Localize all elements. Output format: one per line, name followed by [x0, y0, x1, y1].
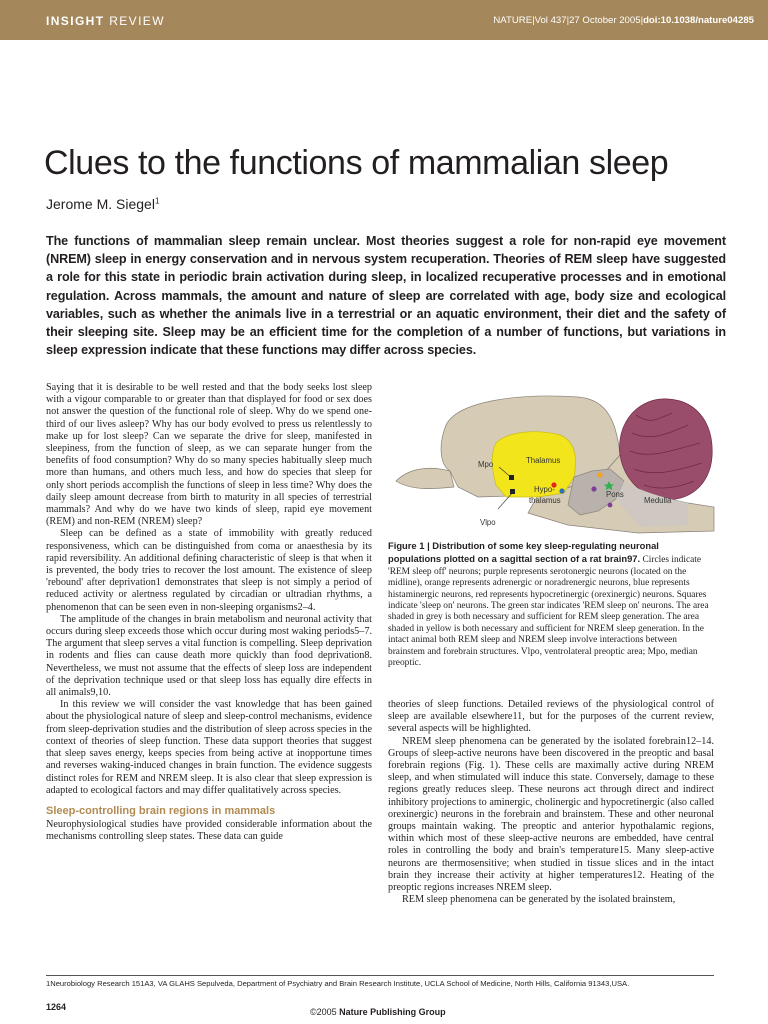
label-hypothalamus-2: thalamus — [529, 496, 561, 505]
histamine-neuron-circle — [559, 488, 564, 493]
label-medulla: Medulla — [644, 496, 672, 505]
serotonin-neuron-circle — [608, 503, 613, 508]
journal-header-bar — [0, 0, 768, 40]
body-paragraph: theories of sleep functions. Detailed reviews of the physiological control of sleep are available elsewhere11, but for the purposes of the current review, several aspects will be highlighted. — [388, 699, 714, 735]
label-hypothalamus-1: Hypo- — [534, 485, 555, 494]
olfactory-bulb — [396, 468, 454, 488]
body-paragraph: NREM sleep phenomena can be generated by the isolated forebrain12–14. Groups of sleep-active neurons have been discovered in the preoptic and basal forebrain regions (Fig. 1). These cells are maximally active during NREM sleep, and when stimulated will induce this state. Conversely, damage to these regions greatly reduces sleep. These neurons act through direct and indirect inhibitory projections to aminergic, cholinergic and hypocretinergic (also called orexinergic) neurons in the forebrain and brainstem. These and other neuronal groups maintain waking. The preoptic and anterior hypothalamic regions, within which most of these sleep-active neurons are embedded, have central roles in controlling the body and brain's temperature15. Many sleep-active neurons are thermosensitive; when studied in tissue slices and in the intact brain they increase their activity at higher temperatures12. Heating of the preoptic regions increases NREM sleep. — [388, 735, 714, 894]
affiliation-footnote: 1Neurobiology Research 151A3, VA GLAHS Sepulveda, Department of Psychiatry and Brain Research Institute, UCLA School of Medicine, North Hills, California 91343,USA. — [46, 979, 630, 988]
citation-text: NATURE|Vol 437|27 October 2005| — [493, 15, 644, 26]
publisher-name: Nature Publishing Group — [339, 1007, 446, 1017]
caption-body: Circles indicate 'REM sleep off' neurons; purple represents serotonergic neurons (located on the midline), orange represents adrenergic or noradrenergic neurons, blue represents histaminergic neurons, red represents hypocretinergic (orexinergic) neurons. Squares indicate 'sleep on' neurons. The green star indicates 'REM sleep on' neurons. The area shaded in grey is both necessary and sufficient for REM sleep generation. The area shaded in yellow is both necessary and sufficient for NREM sleep generation. In the intact animal both REM sleep and NREM sleep involve interactions between brainstem and forebrain structures. Vlpo, ventrolateral preoptic area; Mpo, median preoptic. — [388, 555, 709, 669]
kicker-bold: INSIGHT — [46, 14, 105, 28]
footnote-divider — [46, 975, 714, 976]
body-column-left — [46, 382, 372, 844]
body-paragraph: Saying that it is desirable to be well rested and that the body seeks lost sleep with a vigour comparable to or greater than that displayed for food or sex does not answer the question of the functional role of sleep. Why do we spend one-third of our lives asleep? Why has our body evolved to press us relentlessly to make up for lost sleep? Can we separate the drive for sleep, manifested in sleepiness, from the function of sleep, as we can separate hunger from the benefits of food consumption? Why do so many species habitually sleep much more than humans, and others much less, and how do species that sleep for only short periods accomplish the functions of sleep in less time? Why does the daily sleep amount decrease from birth to maturity in all species of terrestrial mammals? And why do we have two kinds of sleep, rapid eye movement (REM) and non-REM (NREM) sleep? — [46, 382, 372, 528]
section-heading: Sleep-controlling brain regions in mammals — [46, 804, 276, 817]
kicker-rest: REVIEW — [109, 14, 165, 28]
sleep-on-neuron-square — [509, 475, 514, 480]
article-title: Clues to the functions of mammalian sleep — [44, 144, 669, 182]
label-vlpo: Vlpo — [480, 518, 496, 527]
copyright-year: ©2005 — [310, 1007, 337, 1017]
body-column-right — [388, 699, 714, 906]
noradrenaline-neuron-circle — [597, 472, 602, 477]
serotonin-neuron-circle — [591, 486, 596, 491]
author-line — [46, 196, 159, 212]
body-paragraph: In this review we will consider the vast knowledge that has been gained about the physiological nature of sleep and sleep-control mechanisms, evidence from sleep-deprivation studies and the distribution of sleep across species in the context of theories of sleep function. These data support theories that suggest that sleep saves energy, keeps species from being active at inopportune times and reverses waking-induced changes in brain function. The evidence suggests distinct roles for REM and NREM sleep. It is also clear that sleep expression is adapted to ecological factors and may differ qualitatively across species. — [46, 699, 372, 796]
rat-brain-diagram — [388, 385, 718, 535]
body-paragraph: REM sleep phenomena can be generated by the isolated brainstem, — [402, 894, 676, 906]
author-name: Jerome M. Siegel — [46, 196, 155, 212]
publisher-line — [310, 1007, 446, 1017]
label-pons: Pons — [606, 490, 624, 499]
figure-caption — [388, 540, 714, 669]
body-paragraph: Neurophysiological studies have provided considerable information about the mechanisms controlling sleep states. These data can guide — [46, 819, 372, 843]
label-mpo: Mpo — [478, 460, 494, 469]
sleep-on-neuron-square — [510, 489, 515, 494]
journal-citation — [493, 15, 754, 26]
author-affiliation-mark: 1 — [154, 196, 160, 206]
abstract: The functions of mammalian sleep remain unclear. Most theories suggest a role for non-rapid eye movement (NREM) sleep in energy conservation and in nervous system recuperation. Theories of REM sleep have suggested a role for this state in periodic brain activation during sleep, in localized recuperative processes and in emotional regulation. Across mammals, the amount and nature of sleep are correlated with age, body size and ecological variables, such as whether the animals live in a terrestrial or an aquatic environment, their diet and the safety of their sleeping site. Sleep may be an efficient time for the completion of a number of functions, but variations in sleep expression indicate that these functions may differ across species. — [46, 234, 726, 358]
page-number: 1264 — [46, 1002, 67, 1012]
body-paragraph: Sleep can be defined as a state of immobility with greatly reduced responsiveness, which can be distinguished from coma or anaesthesia by its rapid reversibility. An additional defining characteristic of sleep is that when it is prevented, the body tries to recover the lost amount. The existence of sleep 'rebound' after deprivation1 demonstrates that sleep is not simply a period of reduced activity or alertness regulated by circadian or ultradian rhythms, a phenomenon that can be seen even in non-sleeping organisms2–4. — [46, 528, 372, 613]
figure-rat-brain — [388, 385, 718, 535]
caption-lead: Figure 1 | Distribution of some key sleep-regulating neuronal populations plotted on a sagittal section of a rat brain97. — [388, 540, 659, 565]
label-thalamus: Thalamus — [526, 456, 561, 465]
body-paragraph: The amplitude of the changes in brain metabolism and neuronal activity that occurs during sleep exceeds those which occur during most waking periods5–7. The argument that sleep serves a vital function is compelling. Sleep deprivation in rodents and flies can cause death more quickly than food deprivation8. Nevertheless, we must not assume that the effects of sleep loss are independent of the deprivation technique used or that sleep loss has equally dire effects in all animals9,10. — [46, 613, 372, 699]
section-kicker — [46, 14, 165, 28]
doi-link[interactable]: doi:10.1038/nature04285 — [643, 15, 754, 26]
